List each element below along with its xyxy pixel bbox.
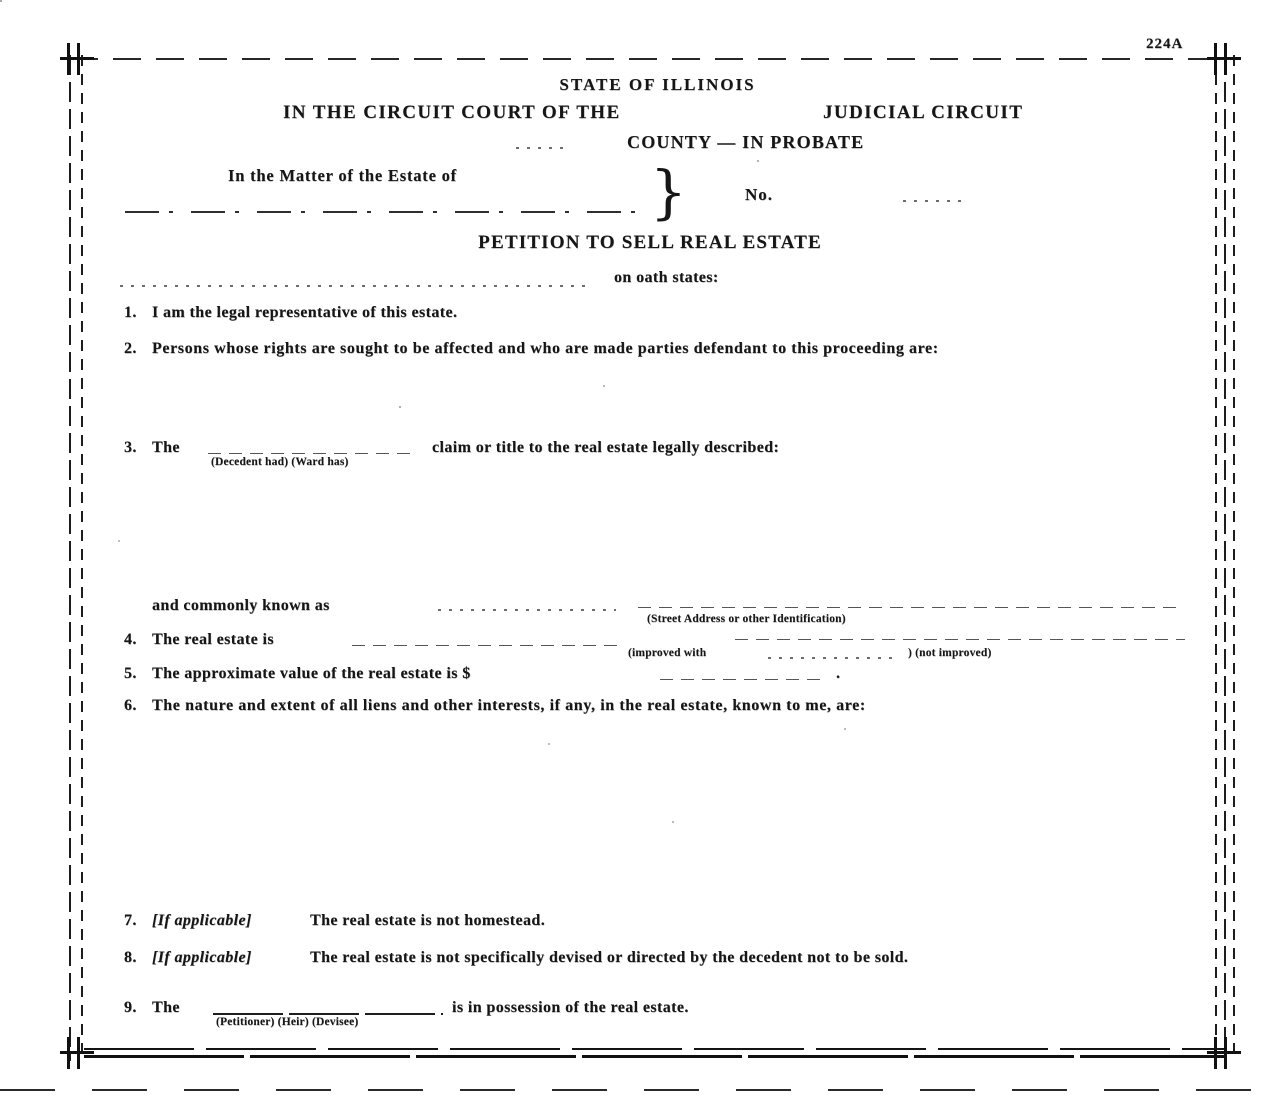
street-address-caption: (Street Address or other Identification)	[647, 613, 846, 625]
bottom-border-rule-upper	[84, 1048, 1224, 1050]
item9-number: 9.	[124, 999, 137, 1016]
street-address-blank-right[interactable]	[638, 607, 1178, 608]
item3-pre-text: The	[152, 439, 180, 456]
item7-if-applicable-tag: [If applicable]	[152, 912, 252, 929]
item8-text: The real estate is not specifically devised or directed by the decedent not to be sold.	[310, 949, 909, 966]
right-border-rule-inner	[1233, 55, 1235, 1061]
page-bottom-edge-rule	[0, 1089, 1275, 1091]
bottom-border-rule-lower	[84, 1055, 1224, 1058]
right-border-rule-outer	[1215, 55, 1217, 1061]
form-number: 224A	[1146, 36, 1184, 52]
corner-mark-bottom-right	[1211, 1037, 1237, 1069]
matter-of-estate-label: In the Matter of the Estate of	[228, 166, 457, 185]
improved-blank-left[interactable]	[352, 645, 624, 646]
item1-number: 1.	[124, 304, 137, 321]
item2-text: Persons whose rights are sought to be affected and who are made parties defendant to this proceeding are:	[152, 340, 939, 357]
item6-text: The nature and extent of all liens and other interests, if any, in the real estate, known to me, are:	[152, 697, 866, 714]
left-border-rule-inner	[81, 55, 83, 1061]
street-address-blank-left[interactable]	[438, 609, 616, 611]
item3-blank-caption: (Decedent had) (Ward has)	[211, 456, 349, 468]
item2-number: 2.	[124, 340, 137, 357]
document-title: PETITION TO SELL REAL ESTATE	[478, 232, 822, 253]
top-border-rule	[70, 58, 1220, 60]
court-heading-right: JUDICIAL CIRCUIT	[823, 102, 1024, 123]
court-heading-left: IN THE CIRCUIT COURT OF THE	[283, 102, 621, 123]
decedent-ward-blank[interactable]	[208, 453, 416, 454]
item7-text: The real estate is not homestead.	[310, 912, 546, 929]
corner-mark-bottom-left	[64, 1037, 90, 1069]
county-name-blank[interactable]	[516, 147, 566, 149]
item9-post-text: is in possession of the real estate.	[452, 999, 689, 1016]
item8-number: 8.	[124, 949, 137, 966]
item4-caption-open: (improved with	[628, 647, 707, 659]
estate-name-blank[interactable]	[125, 211, 637, 213]
case-number-label: No.	[745, 185, 774, 204]
item9-pre-text: The	[152, 999, 180, 1016]
improved-with-blank[interactable]	[768, 657, 900, 659]
item6-number: 6.	[124, 697, 137, 714]
corner-mark-top-right	[1211, 43, 1237, 75]
item3-number: 3.	[124, 439, 137, 456]
scan-noise-specks	[0, 0, 2, 2]
left-border-rule-outer	[69, 55, 71, 1061]
improved-blank-right[interactable]	[735, 639, 1185, 640]
county-heading: COUNTY — IN PROBATE	[627, 132, 865, 152]
commonly-known-as-label: and commonly known as	[152, 597, 330, 614]
item3-post-text: claim or title to the real estate legally described:	[432, 439, 780, 456]
petitioner-name-blank[interactable]	[120, 285, 588, 287]
brace-glyph: }	[650, 158, 687, 226]
item9-blank-caption: (Petitioner) (Heir) (Devisee)	[216, 1016, 359, 1028]
corner-mark-top-left	[64, 43, 90, 75]
right-border-rule-mid	[1224, 55, 1226, 1061]
item1-text: I am the legal representative of this estate.	[152, 304, 458, 321]
item4-caption-close: ) (not improved)	[908, 647, 992, 659]
case-number-blank[interactable]	[903, 200, 969, 202]
possessor-blank[interactable]	[213, 1013, 443, 1015]
item5-text: The approximate value of the real estate is $	[152, 665, 471, 682]
state-heading: STATE OF ILLINOIS	[559, 75, 756, 94]
item7-number: 7.	[124, 912, 137, 929]
item8-if-applicable-tag: [If applicable]	[152, 949, 252, 966]
item5-period: .	[836, 665, 841, 682]
value-amount-blank[interactable]	[660, 679, 828, 680]
item4-number: 4.	[124, 631, 137, 648]
oath-states-label: on oath states:	[614, 269, 719, 286]
item5-number: 5.	[124, 665, 137, 682]
item4-pre-text: The real estate is	[152, 631, 274, 648]
